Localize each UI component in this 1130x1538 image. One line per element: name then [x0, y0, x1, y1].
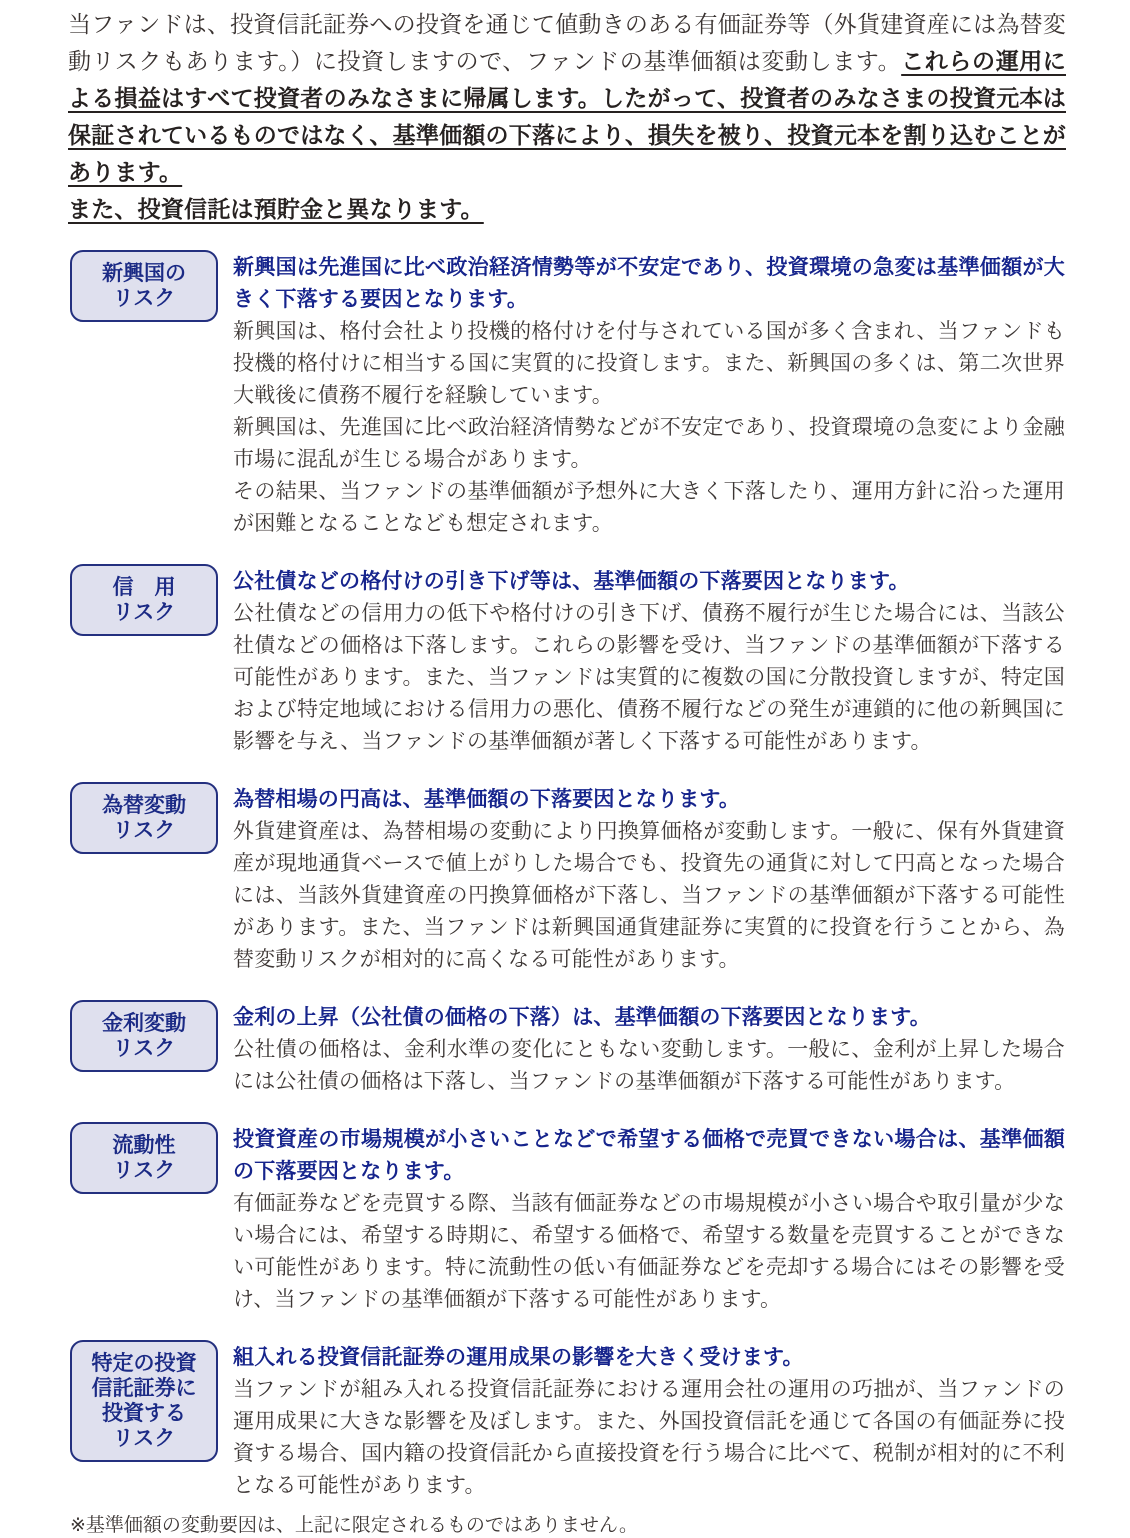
- risk-label-box: [70, 1340, 218, 1462]
- risk-label-line: 投資する: [102, 1402, 186, 1425]
- risk-section-credit: [70, 566, 1066, 758]
- risk-label-line: リスク: [112, 1159, 176, 1182]
- intro-normal-text: 当ファンドは、投資信託証券への投資を通じて値動きのある有価証券等（外貨建資産には為替変動リスクもあります。）に投資しますので、ファンドの基準価額は変動します。: [68, 11, 1066, 74]
- risk-lead-text: 組入れる投資信託証券の運用成果の影響を大きく受けます。: [233, 1346, 804, 1369]
- risk-lead-text: 新興国は先進国に比べ政治経済情勢等が不安定であり、投資環境の急変は基準価額が大きく下落する要因となります。: [233, 256, 1065, 311]
- risk-body-paragraph: その結果、当ファンドの基準価額が予想外に大きく下落したり、運用方針に沿った運用が困難となることなども想定されます。: [233, 480, 1065, 535]
- risk-body-paragraph: 新興国は、先進国に比べ政治経済情勢などが不安定であり、投資環境の急変により金融市場に混乱が生じる場合があります。: [233, 416, 1065, 471]
- risk-label-line: 金利変動: [102, 1012, 186, 1035]
- risk-section-interest-rate: [70, 1002, 1066, 1098]
- risk-text-block: [233, 1342, 1065, 1502]
- risk-section-fund-selection: [70, 1342, 1066, 1502]
- risk-label-box: [70, 782, 218, 854]
- risk-label-line: 特定の投資: [91, 1352, 197, 1375]
- risk-body-paragraph: 新興国は、格付会社より投機的格付けを付与されている国が多く含まれ、当ファンドも投機的格付けに相当する国に実質的に投資します。また、新興国の多くは、第二次世界大戦後に債務不履行を経験しています。: [233, 320, 1065, 407]
- risk-label-line: 信 用: [112, 576, 176, 599]
- risk-label-line: リスク: [112, 1427, 176, 1450]
- risk-label-line: リスク: [112, 601, 176, 624]
- risk-body-paragraph: 外貨建資産は、為替相場の変動により円換算価格が変動します。一般に、保有外貨建資産が現地通貨ベースで値上がりした場合でも、投資先の通貨に対して円高となった場合には、当該外貨建資産の円換算価格が下落し、当ファンドの基準価額が下落する可能性があります。また、当ファンドは新興国通貨建証券に実質的に投資を行うことから、為替変動リスクが相対的に高くなる可能性があります。: [233, 820, 1065, 971]
- risk-label-line: 流動性: [112, 1134, 176, 1157]
- intro-paragraph: [68, 6, 1066, 228]
- risk-body-paragraph: 当ファンドが組み入れる投資信託証券における運用会社の運用の巧拙が、当ファンドの運用成果に大きな影響を及ぼします。また、外国投資信託を通じて各国の有価証券に投資する場合、国内籍の投資信託から直接投資を行う場合に比べて、税制が相対的に不利となる可能性があります。: [233, 1378, 1065, 1497]
- risk-label-line: リスク: [112, 1037, 176, 1060]
- risk-section-emerging-markets: [70, 252, 1066, 540]
- risk-text-block: [233, 784, 1065, 976]
- risk-body-paragraph: 公社債の価格は、金利水準の変化にともない変動します。一般に、金利が上昇した場合には公社債の価格は下落し、当ファンドの基準価額が下落する可能性があります。: [233, 1038, 1065, 1093]
- risk-lead-text: 為替相場の円高は、基準価額の下落要因となります。: [233, 788, 741, 811]
- risk-label-line: 信託証券に: [91, 1377, 197, 1400]
- risk-body-paragraph: 公社債などの信用力の低下や格付けの引き下げ、債務不履行が生じた場合には、当該公社債などの価格は下落します。これらの影響を受け、当ファンドの基準価額が下落する可能性があります。また、当ファンドは実質的に複数の国に分散投資しますが、特定国および特定地域における信用力の悪化、債務不履行などの発生が連鎖的に他の新興国に影響を与え、当ファンドの基準価額が著しく下落する可能性があります。: [233, 602, 1065, 753]
- risk-label-line: 新興国の: [102, 262, 186, 285]
- risk-lead-text: 公社債などの格付けの引き下げ等は、基準価額の下落要因となります。: [233, 570, 910, 593]
- footnote-text: ※基準価額の変動要因は、上記に限定されるものではありません。: [70, 1515, 639, 1536]
- risk-text-block: [233, 252, 1065, 540]
- risk-text-block: [233, 566, 1065, 758]
- risk-section-currency: [70, 784, 1066, 976]
- risk-text-block: [233, 1124, 1065, 1316]
- risk-lead-text: 投資資産の市場規模が小さいことなどで希望する価格で売買できない場合は、基準価額の下落要因となります。: [233, 1128, 1065, 1183]
- risk-label-line: 為替変動: [102, 794, 186, 817]
- risk-label-box: [70, 564, 218, 636]
- risk-label-line: リスク: [112, 287, 176, 310]
- risk-text-block: [233, 1002, 1065, 1098]
- intro-emphasis-line2: また、投資信託は預貯金と異なります。: [68, 196, 484, 222]
- risk-label-line: リスク: [112, 819, 176, 842]
- risk-body-paragraph: 有価証券などを売買する際、当該有価証券などの市場規模が小さい場合や取引量が少ない場合には、希望する時期に、希望する価格で、希望する数量を売買することができない可能性があります。特に流動性の低い有価証券などを売却する場合にはその影響を受け、当ファンドの基準価額が下落する可能性があります。: [233, 1192, 1065, 1311]
- risk-label-box: [70, 1000, 218, 1072]
- intro-emphasis-text: これらの運用による損益はすべて投資者のみなさまに帰属します。したがって、投資者のみなさまの投資元本は保証されているものではなく、基準価額の下落により、損失を被り、投資元本を割り込むことがあります。: [68, 48, 1066, 185]
- risk-label-box: [70, 250, 218, 322]
- risk-sections: [70, 252, 1066, 1502]
- risk-label-box: [70, 1122, 218, 1194]
- risk-lead-text: 金利の上昇（公社債の価格の下落）は、基準価額の下落要因となります。: [233, 1006, 931, 1029]
- risk-section-liquidity: [70, 1124, 1066, 1316]
